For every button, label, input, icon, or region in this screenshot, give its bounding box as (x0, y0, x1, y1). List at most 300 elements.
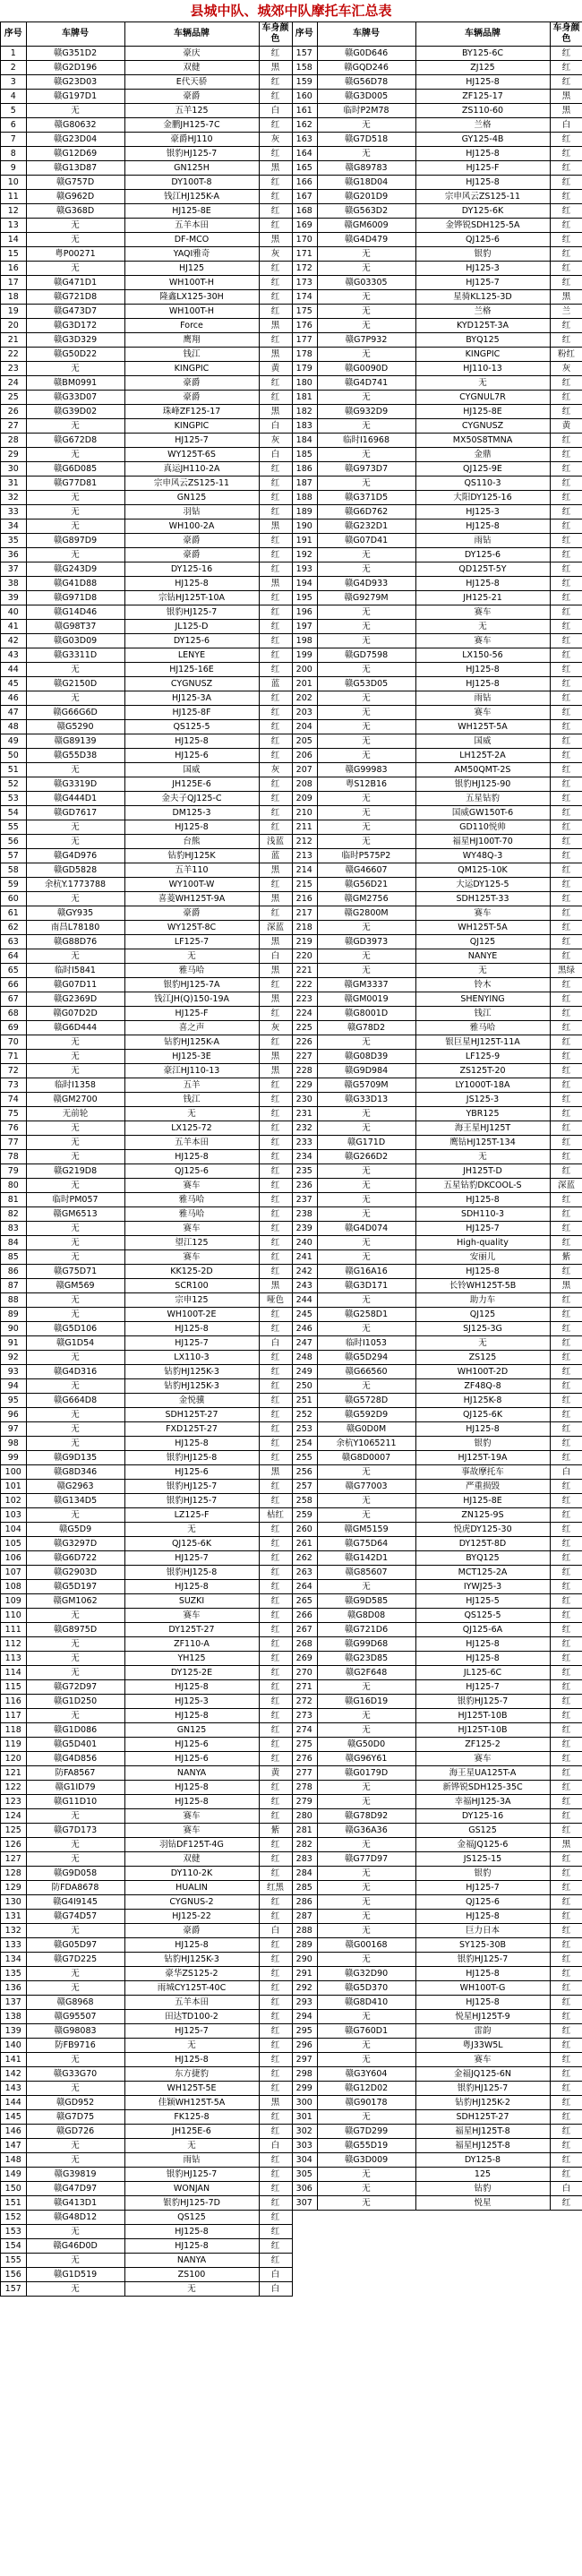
plate-number: 赣G1ID79 (26, 1780, 124, 1794)
vehicle-brand: LH125T-2A (415, 748, 550, 762)
row-number: 204 (292, 719, 317, 734)
body-color: 红 (550, 1694, 582, 1708)
vehicle-brand: HJ125-8E (124, 203, 259, 218)
plate-number: 赣G721D6 (317, 1622, 415, 1636)
row-number: 54 (1, 805, 26, 820)
body-color: 红 (259, 1593, 292, 1608)
table-row (1, 1679, 292, 1694)
table-row (1, 949, 292, 963)
table-row (292, 2009, 582, 2023)
body-color: 红 (550, 648, 582, 662)
row-number: 98 (1, 1436, 26, 1450)
body-color: 红 (550, 1995, 582, 2009)
row-number: 177 (292, 332, 317, 347)
plate-number: 无 (26, 691, 124, 705)
body-color: 红 (259, 1980, 292, 1995)
vehicle-brand: 国威 (415, 734, 550, 748)
vehicle-brand: HJ125-F (415, 160, 550, 175)
body-color: 红 (550, 1579, 582, 1593)
table-row (1, 189, 292, 203)
plate-number: 无 (317, 734, 415, 748)
plate-number: 赣G9D135 (26, 1450, 124, 1464)
table-row (292, 246, 582, 261)
body-color: 黑 (259, 160, 292, 175)
row-number: 173 (292, 275, 317, 289)
plate-number: 赣G664D8 (26, 1393, 124, 1407)
vehicle-brand: 雨钻 (415, 691, 550, 705)
vehicle-brand: 福星HJ125T-8 (415, 2138, 550, 2152)
table-row (1, 232, 292, 246)
row-number: 16 (1, 261, 26, 275)
plate-number: 赣G0090D (317, 361, 415, 375)
vehicle-brand: BY125-6C (415, 46, 550, 60)
row-number: 91 (1, 1335, 26, 1350)
body-color: 黑 (259, 1464, 292, 1479)
table-row (292, 1808, 582, 1823)
body-color: 红 (550, 1651, 582, 1665)
table-row (1, 963, 292, 977)
row-number: 202 (292, 691, 317, 705)
body-color: 红 (550, 1851, 582, 1866)
vehicle-brand: 雅马哈 (124, 963, 259, 977)
body-color: 红 (259, 1307, 292, 1321)
body-color: 红 (550, 1350, 582, 1364)
body-color: 红 (550, 748, 582, 762)
row-number: 181 (292, 390, 317, 404)
vehicle-brand: HJ125-8 (124, 820, 259, 834)
row-number: 94 (1, 1378, 26, 1393)
plate-number: 赣G5290 (26, 719, 124, 734)
table-row (1, 2081, 292, 2095)
vehicle-brand: 银巨星HJ125T-11A (415, 1035, 550, 1049)
table-row (1, 1808, 292, 1823)
vehicle-brand: KINGPIC (124, 418, 259, 433)
table-row (1, 1450, 292, 1464)
body-color: 红 (550, 2152, 582, 2167)
row-number: 133 (1, 1937, 26, 1952)
body-color: 红 (259, 2023, 292, 2038)
row-number: 185 (292, 447, 317, 461)
plate-number: 赣G85607 (317, 1565, 415, 1579)
row-number: 78 (1, 1149, 26, 1163)
body-color: 红 (550, 2124, 582, 2138)
row-number: 296 (292, 2038, 317, 2052)
body-color: 黑 (259, 576, 292, 590)
vehicle-brand: 雨钻 (124, 2152, 259, 2167)
vehicle-brand: HJ125-16E (124, 662, 259, 676)
plate-number: 临时P2M78 (317, 103, 415, 117)
row-number: 186 (292, 461, 317, 476)
vehicle-brand: HJ125-3 (415, 504, 550, 519)
plate-number: 赣G5D9 (26, 1522, 124, 1536)
body-color: 红 (259, 1751, 292, 1765)
table-row (292, 232, 582, 246)
table-row (1, 1249, 292, 1264)
vehicle-brand: HJ125-7 (415, 1679, 550, 1694)
plate-number: 赣G55D38 (26, 748, 124, 762)
body-color: 红 (259, 1092, 292, 1106)
vehicle-brand: SDH125T-27 (415, 2109, 550, 2124)
plate-number: 临时I1358 (26, 1078, 124, 1092)
plate-number: 无 (317, 1206, 415, 1221)
plate-number: 赣G75D71 (26, 1264, 124, 1278)
plate-number: 赣G1D519 (26, 2267, 124, 2281)
plate-number: 赣G243D9 (26, 562, 124, 576)
table-row (292, 1321, 582, 1335)
vehicle-brand: 豪爵HJ110 (124, 132, 259, 146)
row-number: 124 (1, 1808, 26, 1823)
body-color: 红 (550, 662, 582, 676)
body-color: 红 (259, 605, 292, 619)
plate-number: 赣G46D0D (26, 2238, 124, 2253)
table-row (1, 146, 292, 160)
row-number: 244 (292, 1292, 317, 1307)
body-color: 红 (550, 490, 582, 504)
plate-number: 无 (317, 1507, 415, 1522)
header-brand: 车辆品牌 (124, 22, 259, 46)
row-number: 201 (292, 676, 317, 691)
table-row (292, 418, 582, 433)
vehicle-brand: 无 (124, 2138, 259, 2152)
row-number: 238 (292, 1206, 317, 1221)
vehicle-brand: 羽钻DF125T-4G (124, 1837, 259, 1851)
table-row (1, 46, 292, 60)
row-number: 241 (292, 1249, 317, 1264)
row-number: 276 (292, 1751, 317, 1765)
table-row (292, 1307, 582, 1321)
vehicle-brand: 珠峰ZF125-17 (124, 404, 259, 418)
vehicle-brand: 海王星HJ125T (415, 1121, 550, 1135)
body-color: 红 (550, 547, 582, 562)
body-color: 红 (259, 805, 292, 820)
row-number: 52 (1, 777, 26, 791)
table-row (292, 748, 582, 762)
vehicle-brand: QJ125 (415, 1307, 550, 1321)
body-color: 红 (259, 2038, 292, 2052)
table-row (292, 2195, 582, 2210)
plate-number: 赣G171D (317, 1135, 415, 1149)
table-row (1, 89, 292, 103)
body-color: 红 (259, 2167, 292, 2181)
table-row (292, 2052, 582, 2066)
table-row (1, 1636, 292, 1651)
plate-number: 赣G0179D (317, 1765, 415, 1780)
row-number: 195 (292, 590, 317, 605)
body-color: 红 (550, 390, 582, 404)
table-row (292, 1335, 582, 1350)
body-color: 红 (550, 2138, 582, 2152)
table-row (292, 2152, 582, 2167)
vehicle-brand: WH100-2A (124, 519, 259, 533)
row-number: 198 (292, 633, 317, 648)
plate-number: 赣G89783 (317, 160, 415, 175)
body-color: 红 (259, 1421, 292, 1436)
body-color: 红 (550, 1522, 582, 1536)
vehicle-brand: AM50QMT-2S (415, 762, 550, 777)
table-row (1, 2109, 292, 2124)
row-number: 299 (292, 2081, 317, 2095)
table-row (1, 1880, 292, 1894)
vehicle-brand: 豪爵 (124, 375, 259, 390)
table-row (1, 2181, 292, 2195)
body-color: 白 (259, 949, 292, 963)
vehicle-brand: YBR125 (415, 1106, 550, 1121)
table-row (292, 1679, 582, 1694)
plate-number: 赣G47D97 (26, 2181, 124, 2195)
vehicle-brand: 钻豹 (415, 2181, 550, 2195)
body-color: 黄 (259, 1765, 292, 1780)
vehicle-brand: 豪爵 (124, 547, 259, 562)
body-color: 红 (259, 2181, 292, 2195)
body-color: 红 (550, 2109, 582, 2124)
vehicle-brand: SUZKI (124, 1593, 259, 1608)
row-number: 27 (1, 418, 26, 433)
row-number: 3 (1, 74, 26, 89)
body-color: 灰 (259, 132, 292, 146)
row-number: 119 (1, 1737, 26, 1751)
body-color: 红 (259, 504, 292, 519)
table-row (292, 1149, 582, 1163)
row-number: 254 (292, 1436, 317, 1450)
plate-number: 无 (26, 519, 124, 533)
vehicle-brand: QS110-3 (415, 476, 550, 490)
body-color: 红 (550, 820, 582, 834)
table-row (292, 1436, 582, 1450)
row-number: 66 (1, 977, 26, 992)
vehicle-brand: GS125 (415, 1823, 550, 1837)
table-row (292, 1565, 582, 1579)
plate-number: 赣GM5159 (317, 1522, 415, 1536)
table-row (1, 1780, 292, 1794)
plate-number: 无 (317, 949, 415, 963)
vehicle-brand: LF125-7 (124, 934, 259, 949)
table-row (292, 1278, 582, 1292)
plate-number: 赣G11D10 (26, 1794, 124, 1808)
body-color: 红 (259, 1665, 292, 1679)
body-color: 红 (550, 1636, 582, 1651)
vehicle-brand: 雅马哈 (124, 1192, 259, 1206)
table-row (292, 705, 582, 719)
body-color: 红 (259, 1565, 292, 1579)
row-number: 268 (292, 1636, 317, 1651)
table-row (292, 46, 582, 60)
row-number: 43 (1, 648, 26, 662)
plate-number: 无 (26, 1851, 124, 1866)
row-number: 7 (1, 132, 26, 146)
table-row (292, 1636, 582, 1651)
row-number: 114 (1, 1665, 26, 1679)
plate-number: 赣G2903D (26, 1565, 124, 1579)
plate-number: 赣G7D75 (26, 2109, 124, 2124)
row-number: 9 (1, 160, 26, 175)
row-number: 248 (292, 1350, 317, 1364)
plate-number: 赣G0D646 (317, 46, 415, 60)
row-number: 189 (292, 504, 317, 519)
vehicle-brand: LX150-56 (415, 648, 550, 662)
plate-number: 无 (317, 304, 415, 318)
table-row (1, 103, 292, 117)
plate-number: 无 (26, 103, 124, 117)
row-number: 271 (292, 1679, 317, 1694)
plate-number: 赣G266D2 (317, 1149, 415, 1163)
body-color: 白 (259, 2267, 292, 2281)
plate-number: 无 (317, 1464, 415, 1479)
row-number: 35 (1, 533, 26, 547)
plate-number: 赣G5709M (317, 1078, 415, 1092)
plate-number: 赣G75D64 (317, 1536, 415, 1550)
vehicle-brand: 赛车 (415, 2052, 550, 2066)
row-number: 125 (1, 1823, 26, 1837)
table-row (292, 175, 582, 189)
vehicle-brand: 五星钻豹 (415, 791, 550, 805)
table-row (292, 891, 582, 906)
plate-number: 赣G7D518 (317, 132, 415, 146)
vehicle-brand: 无 (124, 949, 259, 963)
table-row (1, 117, 292, 132)
body-color: 红 (259, 1350, 292, 1364)
vehicle-brand: HJ125-6 (124, 1737, 259, 1751)
table-row (1, 547, 292, 562)
table-row (292, 648, 582, 662)
table-row (1, 1163, 292, 1178)
vehicle-brand: 粤J33W5L (415, 2038, 550, 2052)
row-number: 269 (292, 1651, 317, 1665)
body-color: 红 (550, 1751, 582, 1765)
body-color: 红 (550, 2052, 582, 2066)
plate-number: 赣G03D09 (26, 633, 124, 648)
vehicle-brand: SDH110-3 (415, 1206, 550, 1221)
plate-number: 赣G4D856 (26, 1751, 124, 1765)
row-number: 50 (1, 748, 26, 762)
table-row (292, 89, 582, 103)
body-color: 红 (259, 1636, 292, 1651)
plate-number: 赣G23D03 (26, 74, 124, 89)
vehicle-brand: GN125 (124, 1722, 259, 1737)
vehicle-brand: 钱江 (415, 1006, 550, 1020)
body-color: 红 (550, 834, 582, 848)
body-color: 红 (550, 805, 582, 820)
body-color: 红 (550, 1780, 582, 1794)
table-row (292, 1407, 582, 1421)
body-color: 红 (259, 1780, 292, 1794)
body-color: 红 (550, 1593, 582, 1608)
vehicle-brand: 无 (124, 2281, 259, 2296)
row-number: 101 (1, 1479, 26, 1493)
table-row (292, 1206, 582, 1221)
table-row (292, 519, 582, 533)
row-number: 175 (292, 304, 317, 318)
plate-number: 赣G8968 (26, 1995, 124, 2009)
plate-number: 无 (317, 476, 415, 490)
body-color: 灰 (259, 1020, 292, 1035)
vehicle-brand: LX125-72 (124, 1121, 259, 1135)
vehicle-brand: 125 (415, 2167, 550, 2181)
body-color: 红 (259, 203, 292, 218)
row-number: 116 (1, 1694, 26, 1708)
table-row (292, 547, 582, 562)
plate-number: 防FA8567 (26, 1765, 124, 1780)
plate-number: 赣G99D68 (317, 1636, 415, 1651)
vehicle-brand: HJ125-8 (124, 576, 259, 590)
vehicle-brand: 无 (415, 1335, 550, 1350)
body-color: 红 (259, 1536, 292, 1550)
body-color: 红 (259, 734, 292, 748)
vehicle-brand: YH125 (124, 1651, 259, 1665)
table-row (292, 404, 582, 418)
row-number: 306 (292, 2181, 317, 2195)
plate-number: 无 (26, 490, 124, 504)
body-color: 红 (550, 74, 582, 89)
vehicle-brand: QJ125-6 (124, 1163, 259, 1178)
row-number: 140 (1, 2038, 26, 2052)
table-row (1, 1751, 292, 1765)
table-row (292, 977, 582, 992)
row-number: 228 (292, 1063, 317, 1078)
plate-number: 无 (317, 633, 415, 648)
table-row (1, 2253, 292, 2267)
vehicle-brand: 雅马哈 (415, 1020, 550, 1035)
row-number: 146 (1, 2124, 26, 2138)
plate-number: 赣G13D87 (26, 160, 124, 175)
vehicle-brand: 宗申风云ZS125-11 (124, 476, 259, 490)
table-row (292, 60, 582, 74)
body-color: 红 (550, 261, 582, 275)
row-number: 305 (292, 2167, 317, 2181)
plate-number: 赣GD7598 (317, 648, 415, 662)
vehicle-brand: ZN125-9S (415, 1507, 550, 1522)
table-row (1, 1536, 292, 1550)
vehicle-brand: 喜之声 (124, 1020, 259, 1035)
body-color: 红 (550, 949, 582, 963)
plate-number: 赣G2369D (26, 992, 124, 1006)
row-number: 11 (1, 189, 26, 203)
table-row (292, 1622, 582, 1636)
body-color: 红 (259, 1135, 292, 1149)
vehicle-brand: 豪爵 (124, 89, 259, 103)
row-number: 113 (1, 1651, 26, 1665)
plate-number: 无 (26, 2281, 124, 2296)
row-number: 249 (292, 1364, 317, 1378)
row-number: 282 (292, 1837, 317, 1851)
vehicle-brand: KINGPIC (415, 347, 550, 361)
body-color: 红 (259, 2124, 292, 2138)
vehicle-brand: DF-MCO (124, 232, 259, 246)
plate-number: 赣G4D976 (26, 848, 124, 863)
body-color: 黑 (259, 992, 292, 1006)
plate-number: 赣GM0019 (317, 992, 415, 1006)
plate-number: 无 (26, 891, 124, 906)
body-color: 红 (259, 1651, 292, 1665)
table-row (292, 1221, 582, 1235)
body-color: 红 (550, 1206, 582, 1221)
row-number: 69 (1, 1020, 26, 1035)
body-color: 红 (550, 2095, 582, 2109)
row-number: 118 (1, 1722, 26, 1737)
row-number: 55 (1, 820, 26, 834)
plate-number: 赣G2F648 (317, 1665, 415, 1679)
table-row (1, 1952, 292, 1966)
table-row (292, 906, 582, 920)
vehicle-brand: 五星钻豹DKCOOL-S (415, 1178, 550, 1192)
body-color: 红 (259, 461, 292, 476)
plate-number: 无 (26, 1235, 124, 1249)
body-color: 红 (550, 1321, 582, 1335)
vehicle-brand: HJ125-8 (415, 1909, 550, 1923)
row-number: 85 (1, 1249, 26, 1264)
row-number: 25 (1, 390, 26, 404)
plate-number: 无 (317, 246, 415, 261)
vehicle-brand: 银豹HJ125-90 (415, 777, 550, 791)
